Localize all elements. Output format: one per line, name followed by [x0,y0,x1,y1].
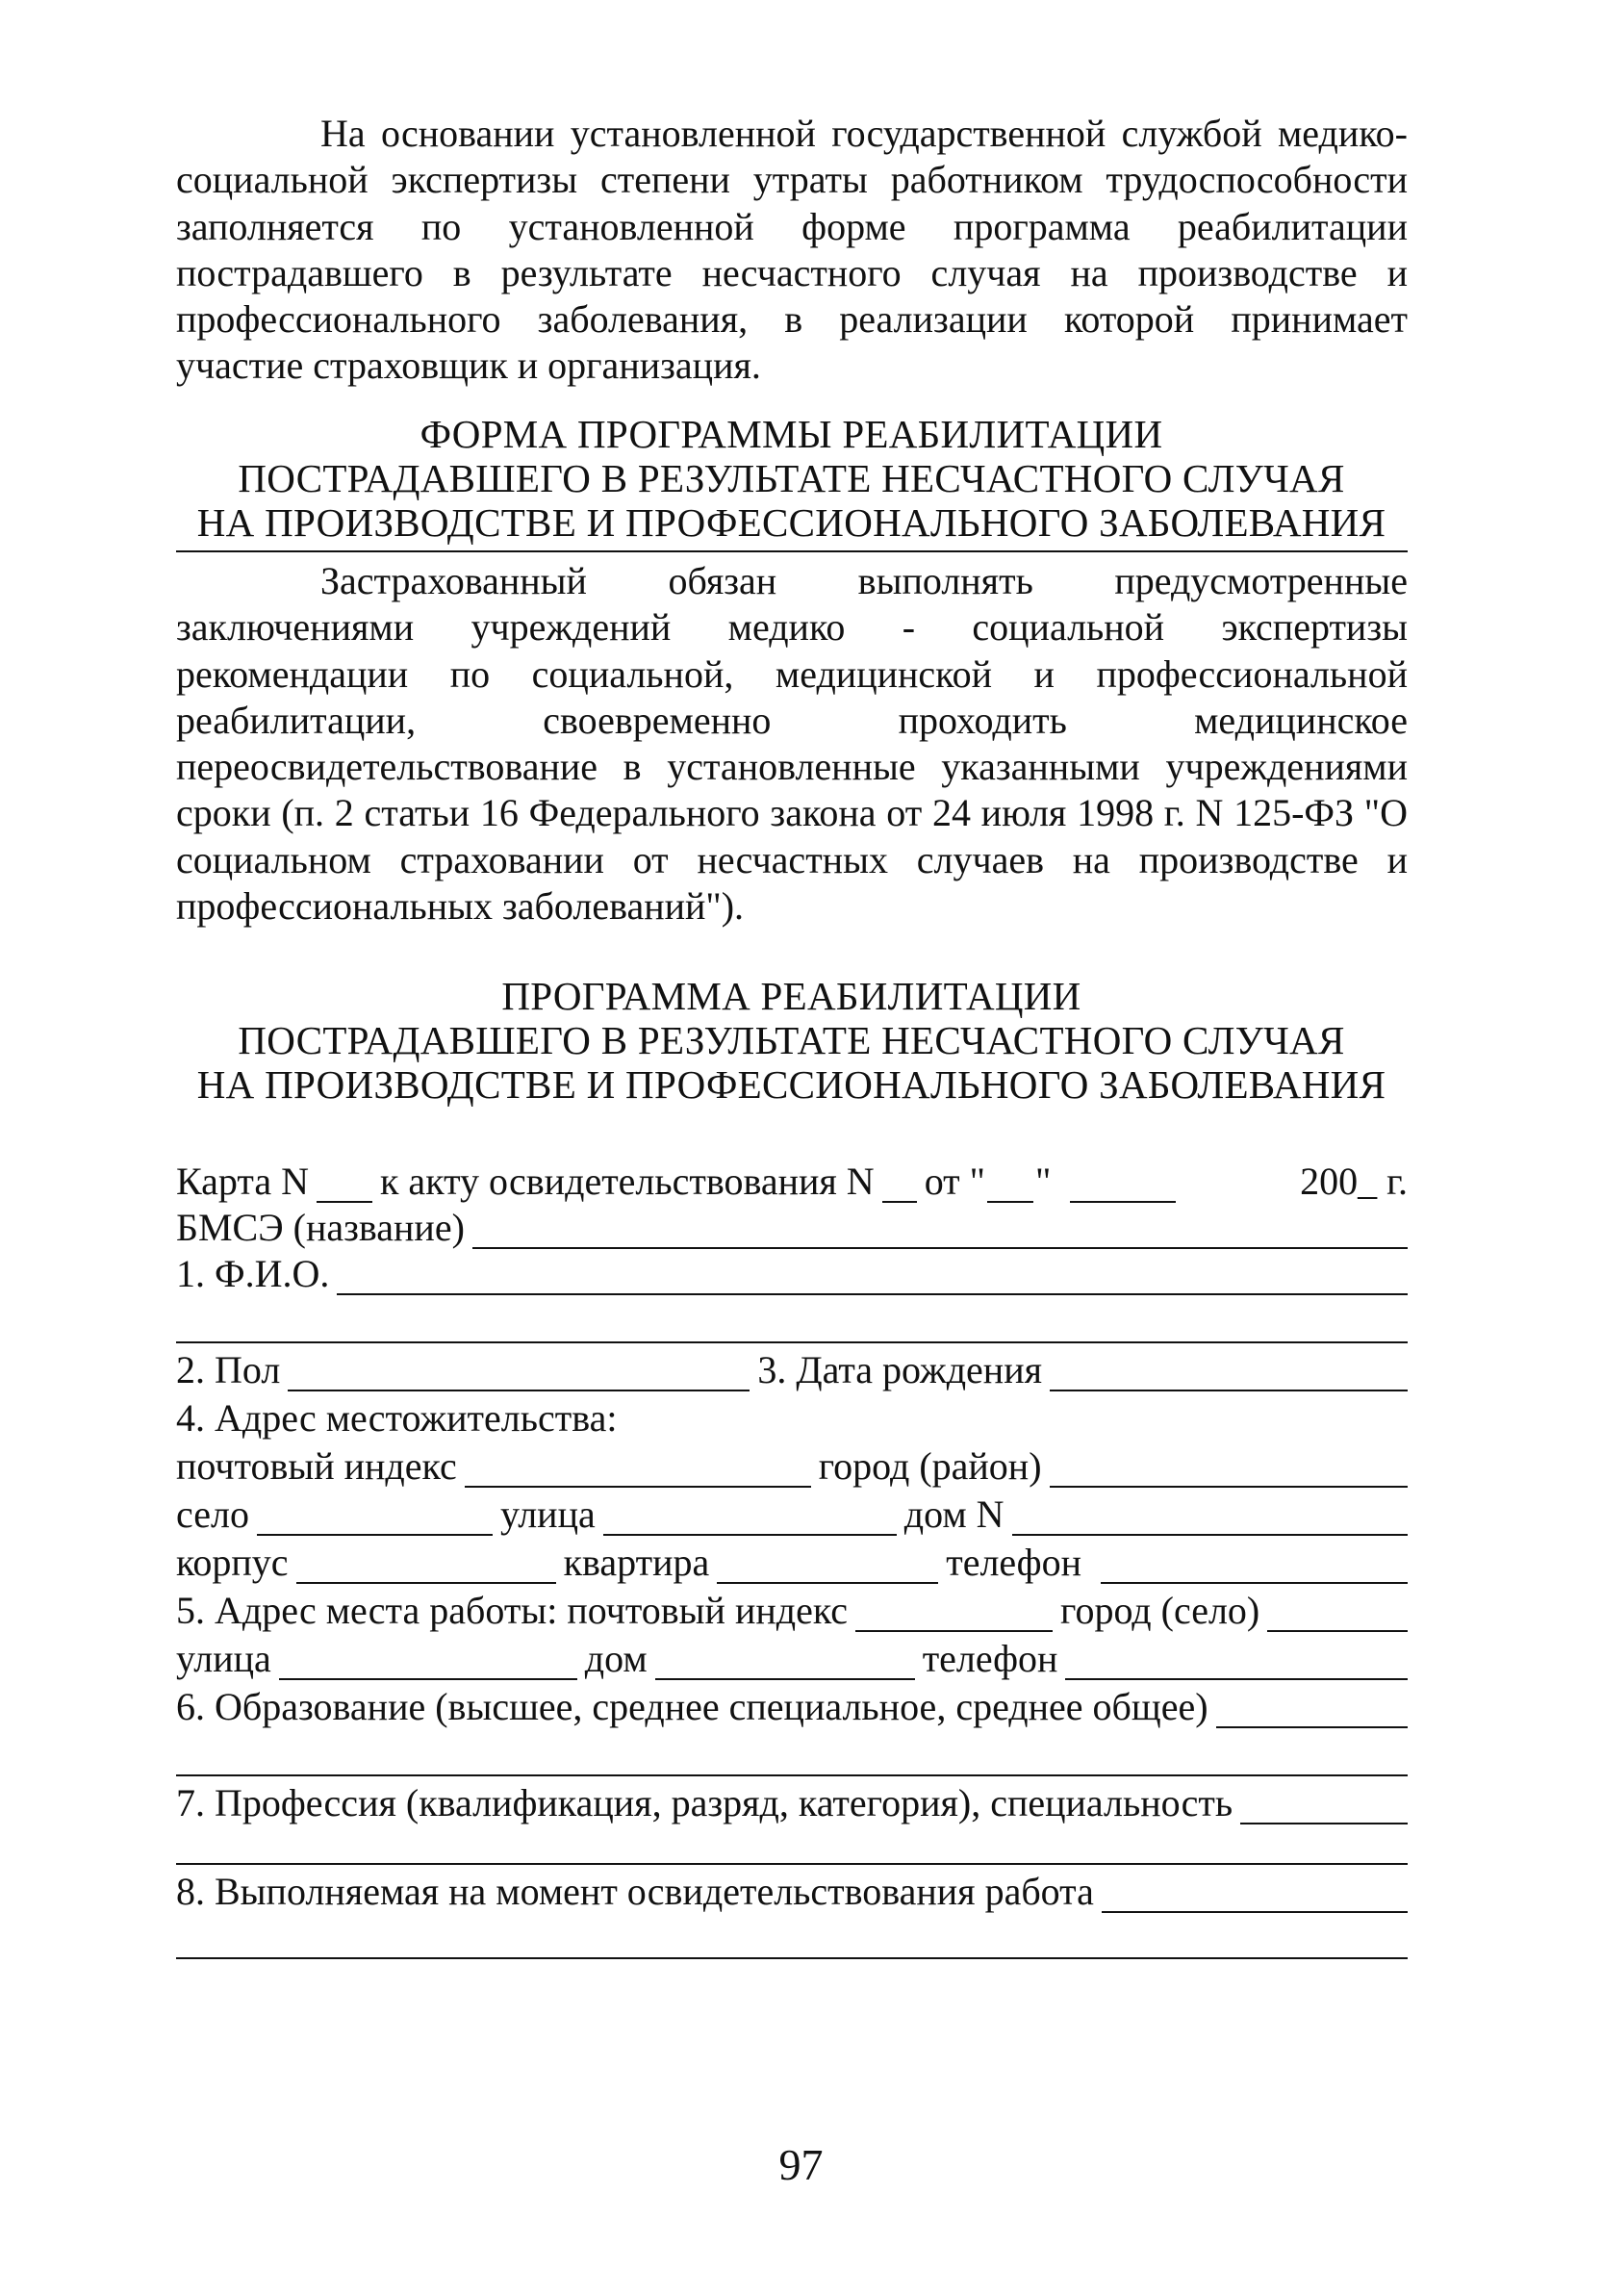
obligation-paragraph: Застрахованный обязан выполнять предусмотренные заключениями учреждений медико - социальной экспертизы рекомендации по социальной, медицинской и профессиональной реабилитации, своевременно проходить медицинское переосвидетельствование в установленные указанными учреждениями сроки (п. 2 статьи 16 Федерального закона от 24 июля 1998 г. N 125-ФЗ "О социальном страховании от несчастных случаев на производстве и профессиональных заболеваний"). [176,559,1408,929]
city-label: город (район) [818,1444,1042,1488]
work-address-row [176,1584,1408,1632]
profession-field[interactable] [1240,1790,1408,1824]
postcode-label: почтовый индекс [176,1444,457,1488]
street-field[interactable] [603,1501,897,1536]
city-field[interactable] [1050,1453,1408,1488]
form-heading-line-3: НА ПРОИЗВОДСТВЕ И ПРОФЕССИОНАЛЬНОГО ЗАБОЛЕВАНИЯ [196,500,1386,545]
village-row [176,1488,1408,1536]
bmse-name-field[interactable] [472,1214,1408,1249]
work-phone-field[interactable] [1065,1645,1408,1680]
year-label: 200_ г. [1300,1160,1408,1203]
work-street-row [176,1632,1408,1680]
card-number-field[interactable] [317,1168,372,1203]
job-field[interactable] [1102,1878,1408,1913]
profession-label: 7. Профессия (квалификация, разряд, категория), специальность [176,1781,1233,1824]
postcode-field[interactable] [465,1453,811,1488]
program-heading-line-2: ПОСТРАДАВШЕГО В РЕЗУЛЬТАТЕ НЕСЧАСТНОГО СЛУЧАЯ [238,1018,1345,1062]
work-house-label: дом [584,1637,648,1680]
house-number-field[interactable] [1012,1501,1408,1536]
act-label: к акту освидетельствования N [380,1160,875,1203]
village-label: село [176,1492,249,1536]
fio-label: 1. Ф.И.О. [176,1252,330,1295]
village-field[interactable] [257,1501,493,1536]
form-heading-line-2: ПОСТРАДАВШЕГО В РЕЗУЛЬТАТЕ НЕСЧАСТНОГО СЛУЧАЯ [238,456,1345,500]
sex-birth-row [176,1343,1408,1391]
intro-paragraph: На основании установленной государственной службой медико-социальной экспертизы степени утраты работником трудоспособности заполняется по установленной форме программа реабилитации пострадавшего в результате несчастного случая на производстве и профессионального заболевания, в реализации которой принимает участие страховщик и организация. [176,112,1408,388]
education-field[interactable] [1216,1694,1408,1728]
building-row [176,1536,1408,1584]
work-house-field[interactable] [655,1645,915,1680]
birth-date-field[interactable] [1050,1357,1408,1391]
building-label: корпус [176,1541,289,1584]
work-street-field[interactable] [279,1645,577,1680]
building-field[interactable] [296,1549,556,1584]
bmse-label: БМСЭ (название) [176,1206,465,1249]
phone-field[interactable] [1101,1549,1408,1584]
job-continuation-line[interactable] [176,1957,1408,1959]
house-number-label: дом N [903,1492,1004,1536]
job-label: 8. Выполняемая на момент освидетельствования работа [176,1870,1094,1913]
apartment-label: квартира [563,1541,710,1584]
bmse-row [176,1201,1408,1249]
work-city-label: город (село) [1060,1589,1260,1632]
program-heading-line-1: ПРОГРАММА РЕАБИЛИТАЦИИ [501,974,1081,1018]
sex-label: 2. Пол [176,1348,281,1391]
form-heading-line-1: ФОРМА ПРОГРАММЫ РЕАБИЛИТАЦИИ [420,412,1163,456]
page-number: 97 [778,2140,824,2189]
education-row [176,1680,1408,1728]
date-from-label: от " [924,1160,985,1203]
card-label: Карта N [176,1160,309,1203]
postcode-row [176,1440,1408,1488]
work-city-field[interactable] [1267,1597,1408,1632]
address-label: 4. Адрес местожительства: [176,1396,618,1440]
street-label: улица [499,1492,596,1536]
work-phone-label: телефон [922,1637,1058,1680]
month-field[interactable] [1070,1168,1176,1203]
work-postcode-field[interactable] [855,1597,1053,1632]
act-number-field[interactable] [882,1168,917,1203]
form-heading [144,412,1438,545]
program-heading [144,974,1438,1107]
fio-field[interactable] [337,1261,1408,1295]
profession-row [176,1776,1408,1824]
birth-date-label: 3. Дата рождения [757,1348,1043,1391]
fio-row [176,1247,1408,1295]
education-label: 6. Образование (высшее, среднее специальное, среднее общее) [176,1685,1208,1728]
day-field[interactable] [987,1168,1033,1203]
address-heading-row [176,1391,1408,1440]
card-row [176,1155,1408,1203]
date-quote-close: " [1034,1160,1052,1203]
apartment-field[interactable] [717,1549,938,1584]
heading-underline [176,550,1408,552]
job-row [176,1865,1408,1913]
program-heading-line-3: НА ПРОИЗВОДСТВЕ И ПРОФЕССИОНАЛЬНОГО ЗАБОЛЕВАНИЯ [196,1062,1386,1107]
work-address-label: 5. Адрес места работы: почтовый индекс [176,1589,849,1632]
work-street-label: улица [176,1637,271,1680]
sex-field[interactable] [288,1357,750,1391]
phone-label: телефон [946,1541,1081,1584]
